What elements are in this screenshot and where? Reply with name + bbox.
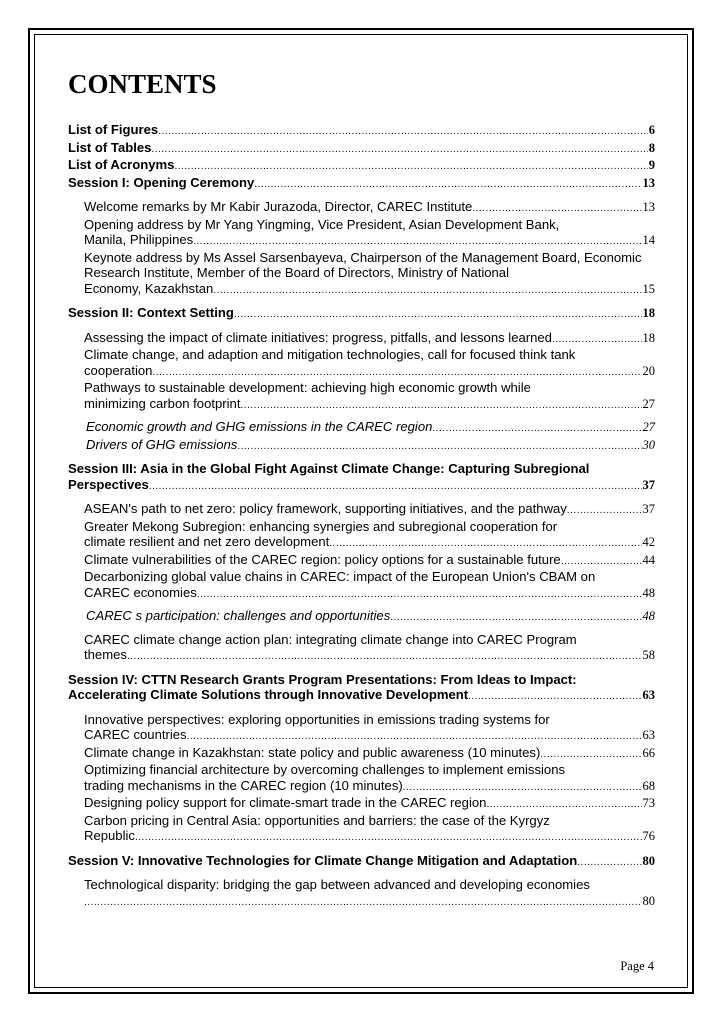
dot-leader — [84, 893, 642, 911]
toc-page-number: 63 — [642, 728, 655, 742]
toc-page-number: 6 — [648, 123, 655, 137]
toc-entry[interactable] — [68, 461, 655, 494]
toc-entry-title-end: Accelerating Climate Solutions through Innovative Development — [68, 687, 469, 702]
toc-entry[interactable] — [68, 552, 655, 570]
dot-leader — [152, 363, 641, 381]
toc-entry-title-end: List of Tables — [68, 139, 152, 155]
toc-entry-title-end: Perspectives — [68, 476, 149, 492]
toc-entry[interactable] — [68, 157, 655, 175]
toc-entry-title-end: Designing policy support for climate-smart trade in the CAREC region — [84, 795, 487, 810]
toc-entry[interactable] — [68, 745, 655, 763]
toc-page-number: 66 — [642, 745, 655, 760]
toc-page-number: 68 — [642, 778, 655, 793]
toc-entry-title-end: ASEAN's path to net zero: policy framework, supporting initiatives, and the pathway — [84, 501, 567, 516]
toc-entry[interactable] — [68, 795, 655, 813]
toc-entry-title-end: Climate vulnerabilities of the CAREC region: policy options for a sustainable future — [84, 551, 561, 567]
toc-entry[interactable] — [68, 175, 655, 193]
toc-entry[interactable] — [68, 250, 655, 299]
toc-entry[interactable] — [68, 762, 655, 795]
toc-page-number: 58 — [642, 648, 655, 662]
toc-entry-title-end: CAREC countries — [84, 727, 187, 742]
toc-entry-title-end: Climate change in Kazakhstan: state policy and public awareness (10 minutes) — [84, 744, 541, 760]
toc-entry-title-end: Economic growth and GHG emissions in the CAREC region — [86, 419, 433, 434]
toc-entry-title: CAREC climate change action plan: integrating climate change into CAREC Program — [84, 631, 577, 647]
toc-entry[interactable] — [68, 712, 655, 745]
toc-entry-title: Climate change, and adaption and mitigation technologies, call for focused think tank — [84, 347, 576, 362]
toc-entry[interactable] — [68, 608, 655, 626]
toc-entry[interactable] — [68, 853, 655, 871]
dot-leader — [254, 175, 641, 193]
contents-heading: CONTENTS — [68, 69, 217, 99]
toc-page-number: 18 — [642, 330, 655, 345]
dot-leader — [472, 199, 641, 217]
dot-leader — [197, 585, 642, 603]
toc-page-number: 48 — [642, 609, 655, 623]
toc-entry-title: Pathways to sustainable development: achieving high economic growth while — [84, 380, 531, 395]
toc-page-number: 42 — [642, 535, 655, 549]
toc-entry[interactable] — [68, 437, 655, 455]
toc-entry-title-end: minimizing carbon footprint — [84, 395, 241, 411]
toc-entry-title-end: themes — [84, 647, 127, 662]
toc-entry-title: Keynote address by Ms Assel Sarsenbayeva, Chairperson of the Management Board, Economic Research Institute, Member of the Board of Directors, Ministry of National — [84, 249, 642, 280]
toc-entry-title-end: Session II: Context Setting — [68, 305, 234, 320]
dot-leader — [187, 727, 642, 745]
toc-page-number: 80 — [642, 893, 655, 908]
toc-entry[interactable] — [68, 122, 655, 140]
toc-page-number: 14 — [642, 233, 655, 247]
toc-entry[interactable] — [68, 305, 655, 323]
toc-entry-title-end: Economy, Kazakhstan — [84, 280, 214, 296]
toc-entry[interactable] — [68, 877, 655, 910]
toc-page-number: 13 — [642, 175, 655, 190]
toc-entry-title-end: Manila, Philippines — [84, 232, 194, 247]
toc-entry-title-end: climate resilient and net zero development — [84, 534, 330, 549]
toc-entry-title: Decarbonizing global value chains in CAREC: impact of the European Union's CBAM on — [84, 569, 596, 584]
dot-leader — [486, 795, 641, 813]
dot-leader — [561, 552, 642, 570]
toc-entry-title-end: Drivers of GHG emissions — [86, 436, 238, 452]
toc-page-number: 63 — [642, 688, 655, 702]
toc-page-number: 20 — [642, 363, 655, 378]
toc-page-number: 44 — [642, 552, 655, 567]
toc-entry[interactable] — [68, 419, 655, 437]
toc-entry-title: Session III: Asia in the Global Fight Against Climate Change: Capturing Subregional — [68, 461, 590, 476]
dot-leader — [237, 437, 641, 455]
dot-leader — [577, 853, 641, 871]
dot-leader — [567, 501, 642, 519]
toc-entry[interactable] — [68, 140, 655, 158]
dot-leader — [234, 305, 642, 323]
dot-leader — [552, 330, 642, 348]
dot-leader — [540, 745, 641, 763]
toc-page-number: 8 — [648, 140, 655, 155]
toc-entry-title-end: CAREC s participation: challenges and opportunities — [86, 608, 391, 623]
toc-page-number: 48 — [642, 585, 655, 600]
toc-entry-title-end: Session V: Innovative Technologies for Climate Change Mitigation and Adaptation — [68, 852, 578, 868]
dot-leader — [240, 396, 641, 414]
toc-entry[interactable] — [68, 330, 655, 348]
toc-page-number: 27 — [642, 420, 655, 434]
dot-leader — [432, 419, 641, 437]
toc-entry-title-end: cooperation — [84, 362, 153, 378]
toc-page-number: 13 — [642, 200, 655, 214]
dot-leader — [149, 477, 642, 495]
toc-entry[interactable] — [68, 199, 655, 217]
dot-leader — [468, 687, 641, 705]
toc-entry-title-end: Republic — [84, 828, 135, 843]
toc-entry-title: Session IV: CTTN Research Grants Program Presentations: From Ideas to Impact: — [68, 671, 577, 687]
toc-entry-title-end: Session I: Opening Ceremony — [68, 174, 255, 190]
dot-leader — [174, 157, 647, 175]
toc-entry[interactable] — [68, 347, 655, 380]
toc-page-number: 9 — [648, 158, 655, 172]
toc-entry-title-end: List of Acronyms — [68, 157, 175, 172]
toc-entry-title-end: trading mechanisms in the CAREC region (10 minutes) — [84, 777, 403, 793]
toc-entry-title-end: Welcome remarks by Mr Kabir Jurazoda, Director, CAREC Institute — [84, 199, 473, 214]
dot-leader — [403, 778, 642, 796]
dot-leader — [127, 647, 642, 665]
toc-entry[interactable] — [68, 672, 655, 705]
toc-page-number: 27 — [642, 396, 655, 411]
toc-entry[interactable] — [68, 217, 655, 250]
toc-page-number: 76 — [642, 829, 655, 843]
toc-page-number: 37 — [642, 477, 655, 492]
toc-entry-title: Innovative perspectives: exploring opportunities in emissions trading systems for — [84, 711, 550, 727]
toc-page-number: 18 — [642, 306, 655, 320]
toc-entry[interactable] — [68, 569, 655, 602]
toc-entry[interactable] — [68, 380, 655, 413]
toc-entry-title-end: CAREC economies — [84, 584, 197, 600]
toc-entry[interactable] — [68, 632, 655, 665]
toc-entry-title: Technological disparity: bridging the gap between advanced and developing economies — [84, 877, 590, 892]
toc-page-number: 30 — [642, 437, 655, 452]
toc-page-number: 80 — [642, 853, 655, 868]
toc-entry[interactable] — [68, 501, 655, 519]
toc-page-number: 15 — [642, 281, 655, 296]
dot-leader — [213, 281, 641, 299]
dot-leader — [151, 140, 647, 158]
dot-leader — [135, 828, 642, 846]
dot-leader — [158, 122, 648, 140]
toc-entry[interactable] — [68, 813, 655, 846]
toc-page-number: 73 — [642, 796, 655, 810]
toc-entry[interactable] — [68, 519, 655, 552]
toc-entry-title-end: Assessing the impact of climate initiatives: progress, pitfalls, and lessons learned — [84, 329, 552, 345]
toc-entry-title-end: List of Figures — [68, 122, 159, 137]
table-of-contents — [68, 122, 655, 910]
toc-entry-title: Greater Mekong Subregion: enhancing synergies and subregional cooperation for — [84, 518, 558, 534]
toc-page-number: 37 — [642, 502, 655, 516]
dot-leader — [329, 534, 641, 552]
toc-entry-title: Opening address by Mr Yang Yingming, Vice President, Asian Development Bank, — [84, 216, 560, 232]
page-number-footer: Page 4 — [620, 959, 654, 973]
toc-entry-title: Optimizing financial architecture by overcoming challenges to implement emissions — [84, 762, 566, 777]
dot-leader — [193, 232, 641, 250]
toc-entry-title: Carbon pricing in Central Asia: opportunities and barriers: the case of the Kyrgyz — [84, 812, 550, 828]
dot-leader — [390, 608, 641, 626]
